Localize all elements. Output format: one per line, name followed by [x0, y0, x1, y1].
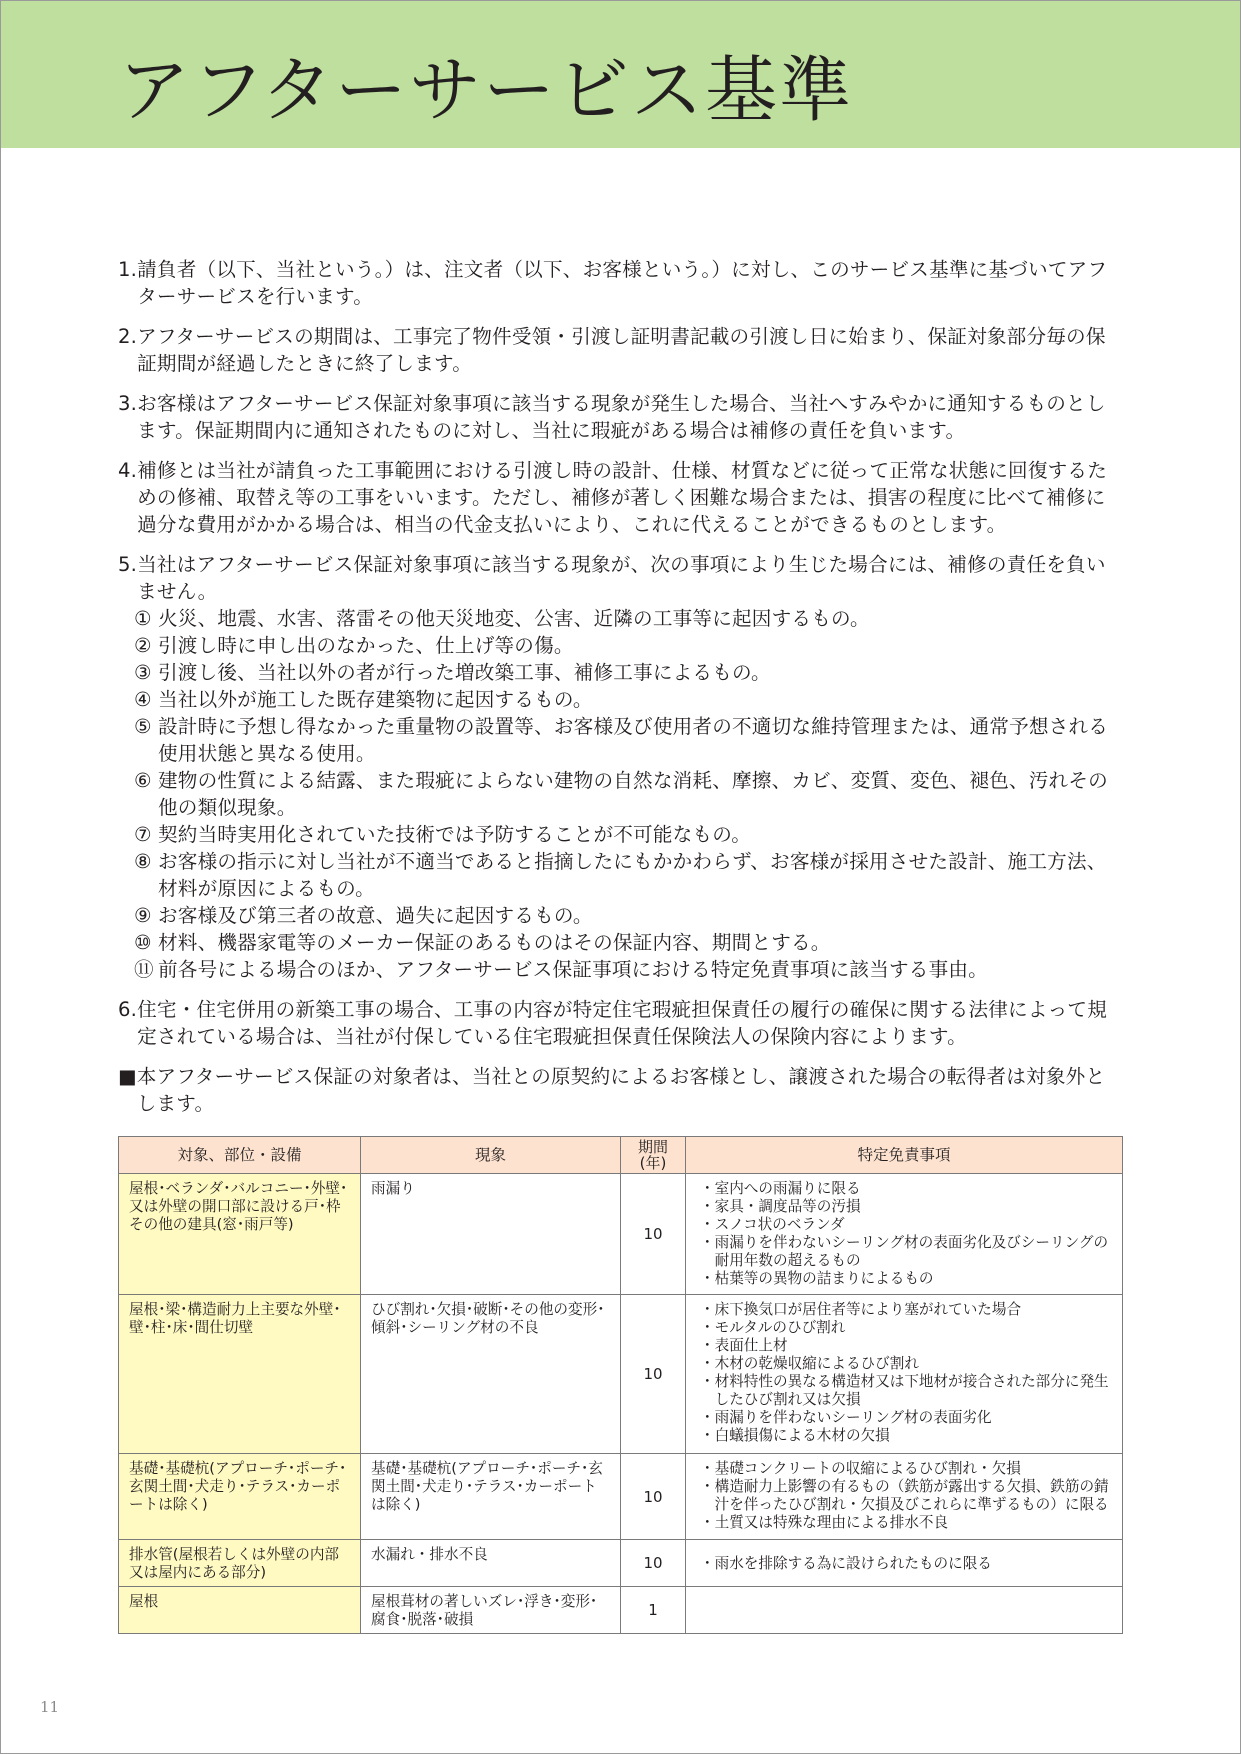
exemption-text: 雨漏りを伴わないシーリング材の表面劣化及びシーリングの耐用年数の超えるもの	[714, 1234, 1109, 1269]
exclusion-item	[134, 686, 1124, 713]
table-row	[119, 1454, 1123, 1540]
exemption-text: 枯葉等の異物の詰まりによるもの	[714, 1270, 934, 1287]
exemption-item	[700, 1409, 1112, 1427]
cell-period: 1	[621, 1587, 686, 1634]
exemption-text: 基礎コンクリートの収縮によるひび割れ・欠損	[714, 1460, 1021, 1477]
exemption-text: 白蟻損傷による木材の欠損	[714, 1427, 890, 1444]
exclusion-item	[134, 848, 1124, 902]
cell-exemptions	[686, 1587, 1123, 1634]
exemption-item	[700, 1460, 1112, 1478]
header-phenomenon: 現象	[361, 1137, 621, 1174]
square-bullet-icon: ■	[118, 1065, 137, 1088]
exclusion-item	[134, 632, 1124, 659]
bullet-dot-icon: ・	[700, 1373, 715, 1390]
clause-number: 5.	[118, 553, 138, 576]
item-marker: ②	[134, 634, 152, 657]
bullet-dot-icon: ・	[700, 1216, 715, 1233]
exemption-item	[700, 1270, 1112, 1288]
item-text: 材料、機器家電等のメーカー保証のあるものはその保証内容、期間とする。	[158, 931, 831, 954]
eligibility-note	[118, 1063, 1124, 1117]
bullet-dot-icon: ・	[700, 1270, 715, 1287]
item-marker: ⑥	[134, 769, 152, 792]
item-text: 契約当時実用化されていた技術では予防することが不可能なもの。	[158, 823, 752, 846]
item-marker: ①	[134, 607, 152, 630]
cell-phenomenon: 基礎･基礎杭(アプローチ･ポーチ･玄関土間･犬走り･テラス･カーポートは除く)	[361, 1454, 621, 1540]
exemption-text: 床下換気口が居住者等により塞がれていた場合	[714, 1301, 1022, 1318]
item-text: 建物の性質による結露、また瑕疵によらない建物の自然な消耗、摩擦、カビ、変質、変色、褪色、汚れその他の類似現象。	[158, 769, 1108, 819]
exemption-item	[700, 1478, 1112, 1514]
item-marker: ⑩	[134, 931, 152, 954]
exclusion-item	[134, 605, 1124, 632]
exemption-text: 家具・調度品等の汚損	[714, 1198, 861, 1215]
clause-3	[118, 390, 1124, 444]
exemption-text: 構造耐力上影響の有るもの（鉄筋が露出する欠損、鉄筋の錆汁を伴ったひび割れ・欠損及びこれらに準ずるもの）に限る	[714, 1478, 1109, 1513]
exemption-item	[700, 1180, 1112, 1198]
header-target: 対象、部位・設備	[119, 1137, 361, 1174]
cell-exemptions	[686, 1454, 1123, 1540]
clause-number: 2.	[118, 325, 138, 348]
exclusion-item	[134, 713, 1124, 767]
exemption-item	[700, 1319, 1112, 1337]
bullet-dot-icon: ・	[700, 1427, 715, 1444]
item-text: 引渡し時に申し出のなかった、仕上げ等の傷。	[158, 634, 574, 657]
exemption-text: 土質又は特殊な理由による排水不良	[714, 1514, 949, 1531]
bullet-dot-icon: ・	[700, 1555, 715, 1572]
clause-number: 6.	[118, 998, 138, 1021]
table-row	[119, 1174, 1123, 1295]
cell-phenomenon: 雨漏り	[361, 1174, 621, 1295]
item-marker: ③	[134, 661, 152, 684]
clause-text: 補修とは当社が請負った工事範囲における引渡し時の設計、仕様、材質などに従って正常な状態に回復するための修補、取替え等の工事をいいます。ただし、補修が著しく困難な場合または、損害の程度に比べて補修に過分な費用がかかる場合は、相当の代金支払いにより、これに代えることができるものとします。	[137, 459, 1108, 536]
clause-number: 1.	[118, 258, 138, 281]
exclusion-item	[134, 956, 1124, 983]
header-period-line2: (年)	[639, 1154, 667, 1172]
bullet-dot-icon: ・	[700, 1337, 715, 1354]
item-text: 当社以外が施工した既存建築物に起因するもの。	[158, 688, 593, 711]
exemption-item	[700, 1514, 1112, 1532]
item-text: 前各号による場合のほか、アフターサービス保証事項における特定免責事項に該当する事由。	[158, 958, 988, 981]
exclusion-item	[134, 659, 1124, 686]
exemption-item	[700, 1373, 1112, 1409]
cell-period: 10	[621, 1540, 686, 1587]
exclusion-item	[134, 929, 1124, 956]
header-exemptions: 特定免責事項	[686, 1137, 1123, 1174]
clause-text: 住宅・住宅併用の新築工事の場合、工事の内容が特定住宅瑕疵担保責任の履行の確保に関する法律によって規定されている場合は、当社が付保している住宅瑕疵担保責任保険法人の保険内容によります。	[137, 998, 1108, 1048]
table-row	[119, 1295, 1123, 1454]
cell-phenomenon: 屋根葺材の著しいズレ･浮き･変形･腐食･脱落･破損	[361, 1587, 621, 1634]
item-text: 火災、地震、水害、落雷その他天災地変、公害、近隣の工事等に起因するもの。	[158, 607, 870, 630]
clause-4	[118, 457, 1124, 538]
exemption-text: 雨水を排除する為に設けられたものに限る	[714, 1555, 992, 1572]
page-title: アフターサービス基準	[118, 48, 853, 132]
item-text: お客様及び第三者の故意、過失に起因するもの。	[158, 904, 593, 927]
item-text: お客様の指示に対し当社が不適当であると指摘したにもかかわらず、お客様が採用させた設計、施工方法、材料が原因によるもの。	[158, 850, 1107, 900]
exemption-item	[700, 1216, 1112, 1234]
bullet-dot-icon: ・	[700, 1198, 715, 1215]
item-marker: ⑤	[134, 715, 152, 738]
exclusion-list	[134, 605, 1124, 983]
clause-text: アフターサービスの期間は、工事完了物件受領・引渡し証明書記載の引渡し日に始まり、保証対象部分毎の保証期間が経過したときに終了します。	[137, 325, 1106, 375]
clause-2	[118, 323, 1124, 377]
clause-text: 請負者（以下、当社という。）は、注文者（以下、お客様という。）に対し、このサービス基準に基づいてアフターサービスを行います。	[137, 258, 1108, 308]
exemption-item	[700, 1198, 1112, 1216]
item-marker: ⑪	[134, 958, 154, 981]
page-number: 11	[40, 1698, 60, 1716]
note-text: 本アフターサービス保証の対象者は、当社との原契約によるお客様とし、譲渡された場合の転得者は対象外とします。	[136, 1065, 1106, 1115]
cell-exemptions	[686, 1540, 1123, 1587]
cell-period: 10	[621, 1454, 686, 1540]
exemption-item	[700, 1234, 1112, 1270]
cell-target: 屋根	[119, 1587, 361, 1634]
exemption-item	[700, 1337, 1112, 1355]
exemption-text: 表面仕上材	[714, 1337, 788, 1354]
clause-6	[118, 996, 1124, 1050]
cell-target: 排水管(屋根若しくは外壁の内部又は屋内にある部分)	[119, 1540, 361, 1587]
exemption-text: 雨漏りを伴わないシーリング材の表面劣化	[714, 1409, 992, 1426]
cell-target: 基礎･基礎杭(アプローチ･ポーチ･玄関土間･犬走り･テラス･カーポートは除く)	[119, 1454, 361, 1540]
exemption-item	[700, 1355, 1112, 1373]
clause-5	[118, 551, 1124, 605]
exemption-text: 木材の乾燥収縮によるひび割れ	[714, 1355, 919, 1372]
bullet-dot-icon: ・	[700, 1234, 715, 1251]
bullet-dot-icon: ・	[700, 1478, 715, 1495]
clause-number: 4.	[118, 459, 138, 482]
cell-period: 10	[621, 1174, 686, 1295]
item-marker: ⑧	[134, 850, 152, 873]
cell-exemptions	[686, 1295, 1123, 1454]
exemption-text: 材料特性の異なる構造材又は下地材が接合された部分に発生したひび割れ又は欠損	[714, 1373, 1109, 1408]
cell-exemptions	[686, 1174, 1123, 1295]
exemption-item	[700, 1301, 1112, 1319]
exemption-text: 室内への雨漏りに限る	[714, 1180, 861, 1197]
cell-target: 屋根･梁･構造耐力上主要な外壁･壁･柱･床･間仕切壁	[119, 1295, 361, 1454]
clause-number: 3.	[118, 392, 138, 415]
bullet-dot-icon: ・	[700, 1180, 715, 1197]
exclusion-item	[134, 902, 1124, 929]
bullet-dot-icon: ・	[700, 1301, 715, 1318]
item-marker: ⑨	[134, 904, 152, 927]
exemption-text: モルタルのひび割れ	[714, 1319, 846, 1336]
exemption-item	[700, 1555, 1112, 1573]
bullet-dot-icon: ・	[700, 1514, 715, 1531]
item-marker: ④	[134, 688, 152, 711]
bullet-dot-icon: ・	[700, 1460, 715, 1477]
table-row	[119, 1540, 1123, 1587]
exemption-text: スノコ状のベランダ	[714, 1216, 845, 1233]
exemption-item	[700, 1427, 1112, 1445]
cell-phenomenon: ひび割れ･欠損･破断･その他の変形･傾斜･シーリング材の不良	[361, 1295, 621, 1454]
header-period-line1: 期間	[637, 1138, 668, 1156]
exclusion-item	[134, 821, 1124, 848]
item-text: 設計時に予想し得なかった重量物の設置等、お客様及び使用者の不適切な維持管理または、通常予想される使用状態と異なる使用。	[158, 715, 1109, 765]
exclusion-item	[134, 767, 1124, 821]
cell-phenomenon: 水漏れ・排水不良	[361, 1540, 621, 1587]
cell-target: 屋根･ベランダ･バルコニー･外壁･又は外壁の開口部に設ける戸･枠その他の建具(窓･雨戸等)	[119, 1174, 361, 1295]
item-marker: ⑦	[134, 823, 152, 846]
header-period	[621, 1137, 686, 1174]
cell-period: 10	[621, 1295, 686, 1454]
bullet-dot-icon: ・	[700, 1355, 715, 1372]
bullet-dot-icon: ・	[700, 1319, 715, 1336]
clause-text: 当社はアフターサービス保証対象事項に該当する現象が、次の事項により生じた場合には、補修の責任を負いません。	[137, 553, 1106, 603]
warranty-table	[118, 1136, 1123, 1634]
table-header-row	[119, 1137, 1123, 1174]
bullet-dot-icon: ・	[700, 1409, 715, 1426]
clauses-section	[118, 256, 1124, 1130]
table-row	[119, 1587, 1123, 1634]
clause-1	[118, 256, 1124, 310]
item-text: 引渡し後、当社以外の者が行った増改築工事、補修工事によるもの。	[158, 661, 771, 684]
clause-text: お客様はアフターサービス保証対象事項に該当する現象が発生した場合、当社へすみやかに通知するものとします。保証期間内に通知されたものに対し、当社に瑕疵がある場合は補修の責任を負います。	[137, 392, 1106, 442]
